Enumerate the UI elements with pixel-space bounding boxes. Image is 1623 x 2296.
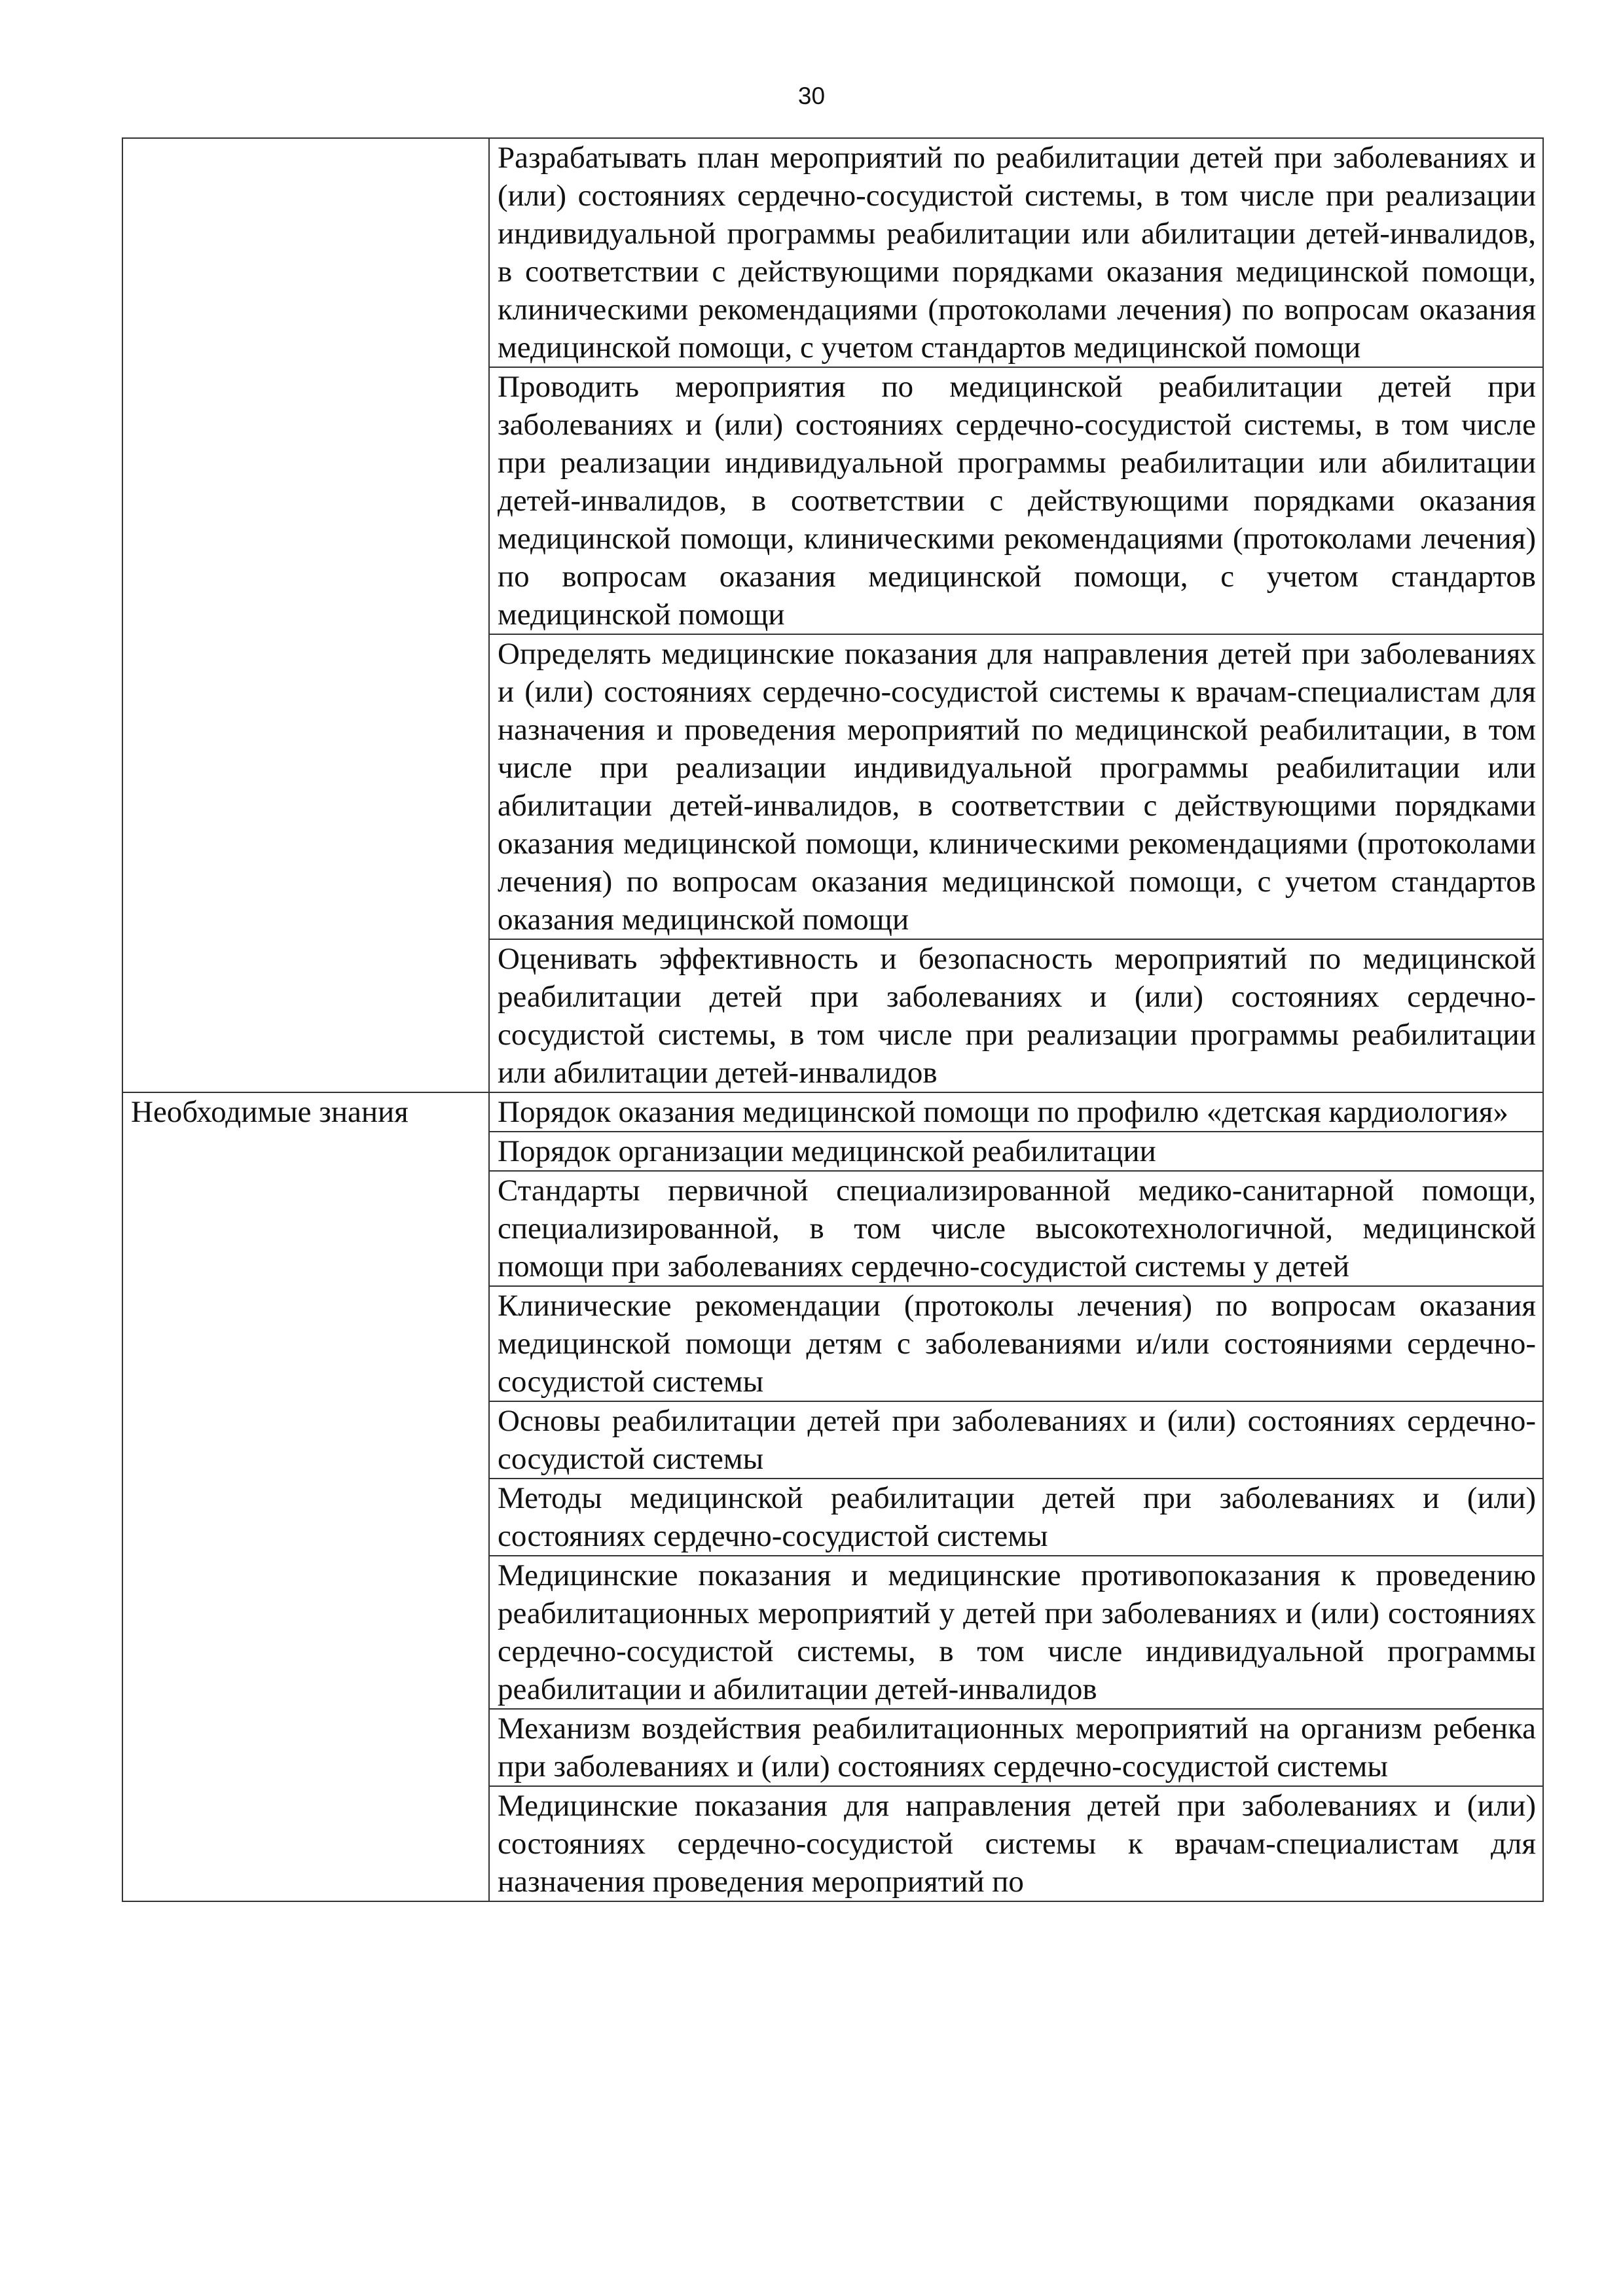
table-row	[122, 1092, 1543, 1132]
table-cell: Оценивать эффективность и безопасность мероприятий по медицинской реабилитации детей при заболеваниях и (или) состояниях сердечно-сосудистой системы, в том числе при реализации программы реабилитации или абилитации детей-инвалидов	[489, 939, 1543, 1092]
table-cell: Клинические рекомендации (протоколы лечения) по вопросам оказания медицинской помощи детям с заболеваниями и/или состояниями сердечно-сосудистой системы	[489, 1286, 1543, 1401]
page-number: 30	[797, 82, 826, 109]
section-label: Необходимые знания	[122, 1092, 489, 1901]
table-cell: Основы реабилитации детей при заболеваниях и (или) состояниях сердечно-сосудистой системы	[489, 1401, 1543, 1479]
table-cell: Определять медицинские показания для направления детей при заболеваниях и (или) состояниях сердечно-сосудистой системы к врачам-специалистам для назначения и проведения мероприятий по медицинской реабилитации, в том числе при реализации индивидуальной программы реабилитации или абилитации детей-инвалидов, в соответствии с действующими порядками оказания медицинской помощи, клиническими рекомендациями (протоколами лечения) по вопросам оказания медицинской помощи, с учетом стандартов оказания медицинской помощи	[489, 634, 1543, 939]
table-row	[122, 138, 1543, 367]
table-cell: Методы медицинской реабилитации детей при заболеваниях и (или) состояниях сердечно-сосудистой системы	[489, 1479, 1543, 1556]
table-cell: Проводить мероприятия по медицинской реабилитации детей при заболеваниях и (или) состояниях сердечно-сосудистой системы, в том числе при реализации индивидуальной программы реабилитации или абилитации детей-инвалидов, в соответствии с действующими порядками оказания медицинской помощи, клиническими рекомендациями (протоколами лечения) по вопросам оказания медицинской помощи, с учетом стандартов медицинской помощи	[489, 367, 1543, 634]
requirements-table	[122, 137, 1544, 1902]
table-cell: Порядок оказания медицинской помощи по профилю «детская кардиология»	[489, 1092, 1543, 1132]
section-label	[122, 138, 489, 1092]
table-cell: Порядок организации медицинской реабилитации	[489, 1132, 1543, 1171]
table-cell: Разрабатывать план мероприятий по реабилитации детей при заболеваниях и (или) состояниях сердечно-сосудистой системы, в том числе при реализации индивидуальной программы реабилитации или абилитации детей-инвалидов, в соответствии с действующими порядками оказания медицинской помощи, клиническими рекомендациями (протоколами лечения) по вопросам оказания медицинской помощи, с учетом стандартов медицинской помощи	[489, 138, 1543, 367]
table-cell: Механизм воздействия реабилитационных мероприятий на организм ребенка при заболеваниях и (или) состояниях сердечно-сосудистой системы	[489, 1709, 1543, 1786]
table-cell: Медицинские показания и медицинские противопоказания к проведению реабилитационных мероприятий у детей при заболеваниях и (или) состояниях сердечно-сосудистой системы, в том числе индивидуальной программы реабилитации и абилитации детей-инвалидов	[489, 1556, 1543, 1709]
table-cell: Медицинские показания для направления детей при заболеваниях и (или) состояниях сердечно-сосудистой системы к врачам-специалистам для назначения проведения мероприятий по	[489, 1786, 1543, 1901]
table-cell: Стандарты первичной специализированной медико-санитарной помощи, специализированной, в том числе высокотехнологичной, медицинской помощи при заболеваниях сердечно-сосудистой системы у детей	[489, 1171, 1543, 1286]
